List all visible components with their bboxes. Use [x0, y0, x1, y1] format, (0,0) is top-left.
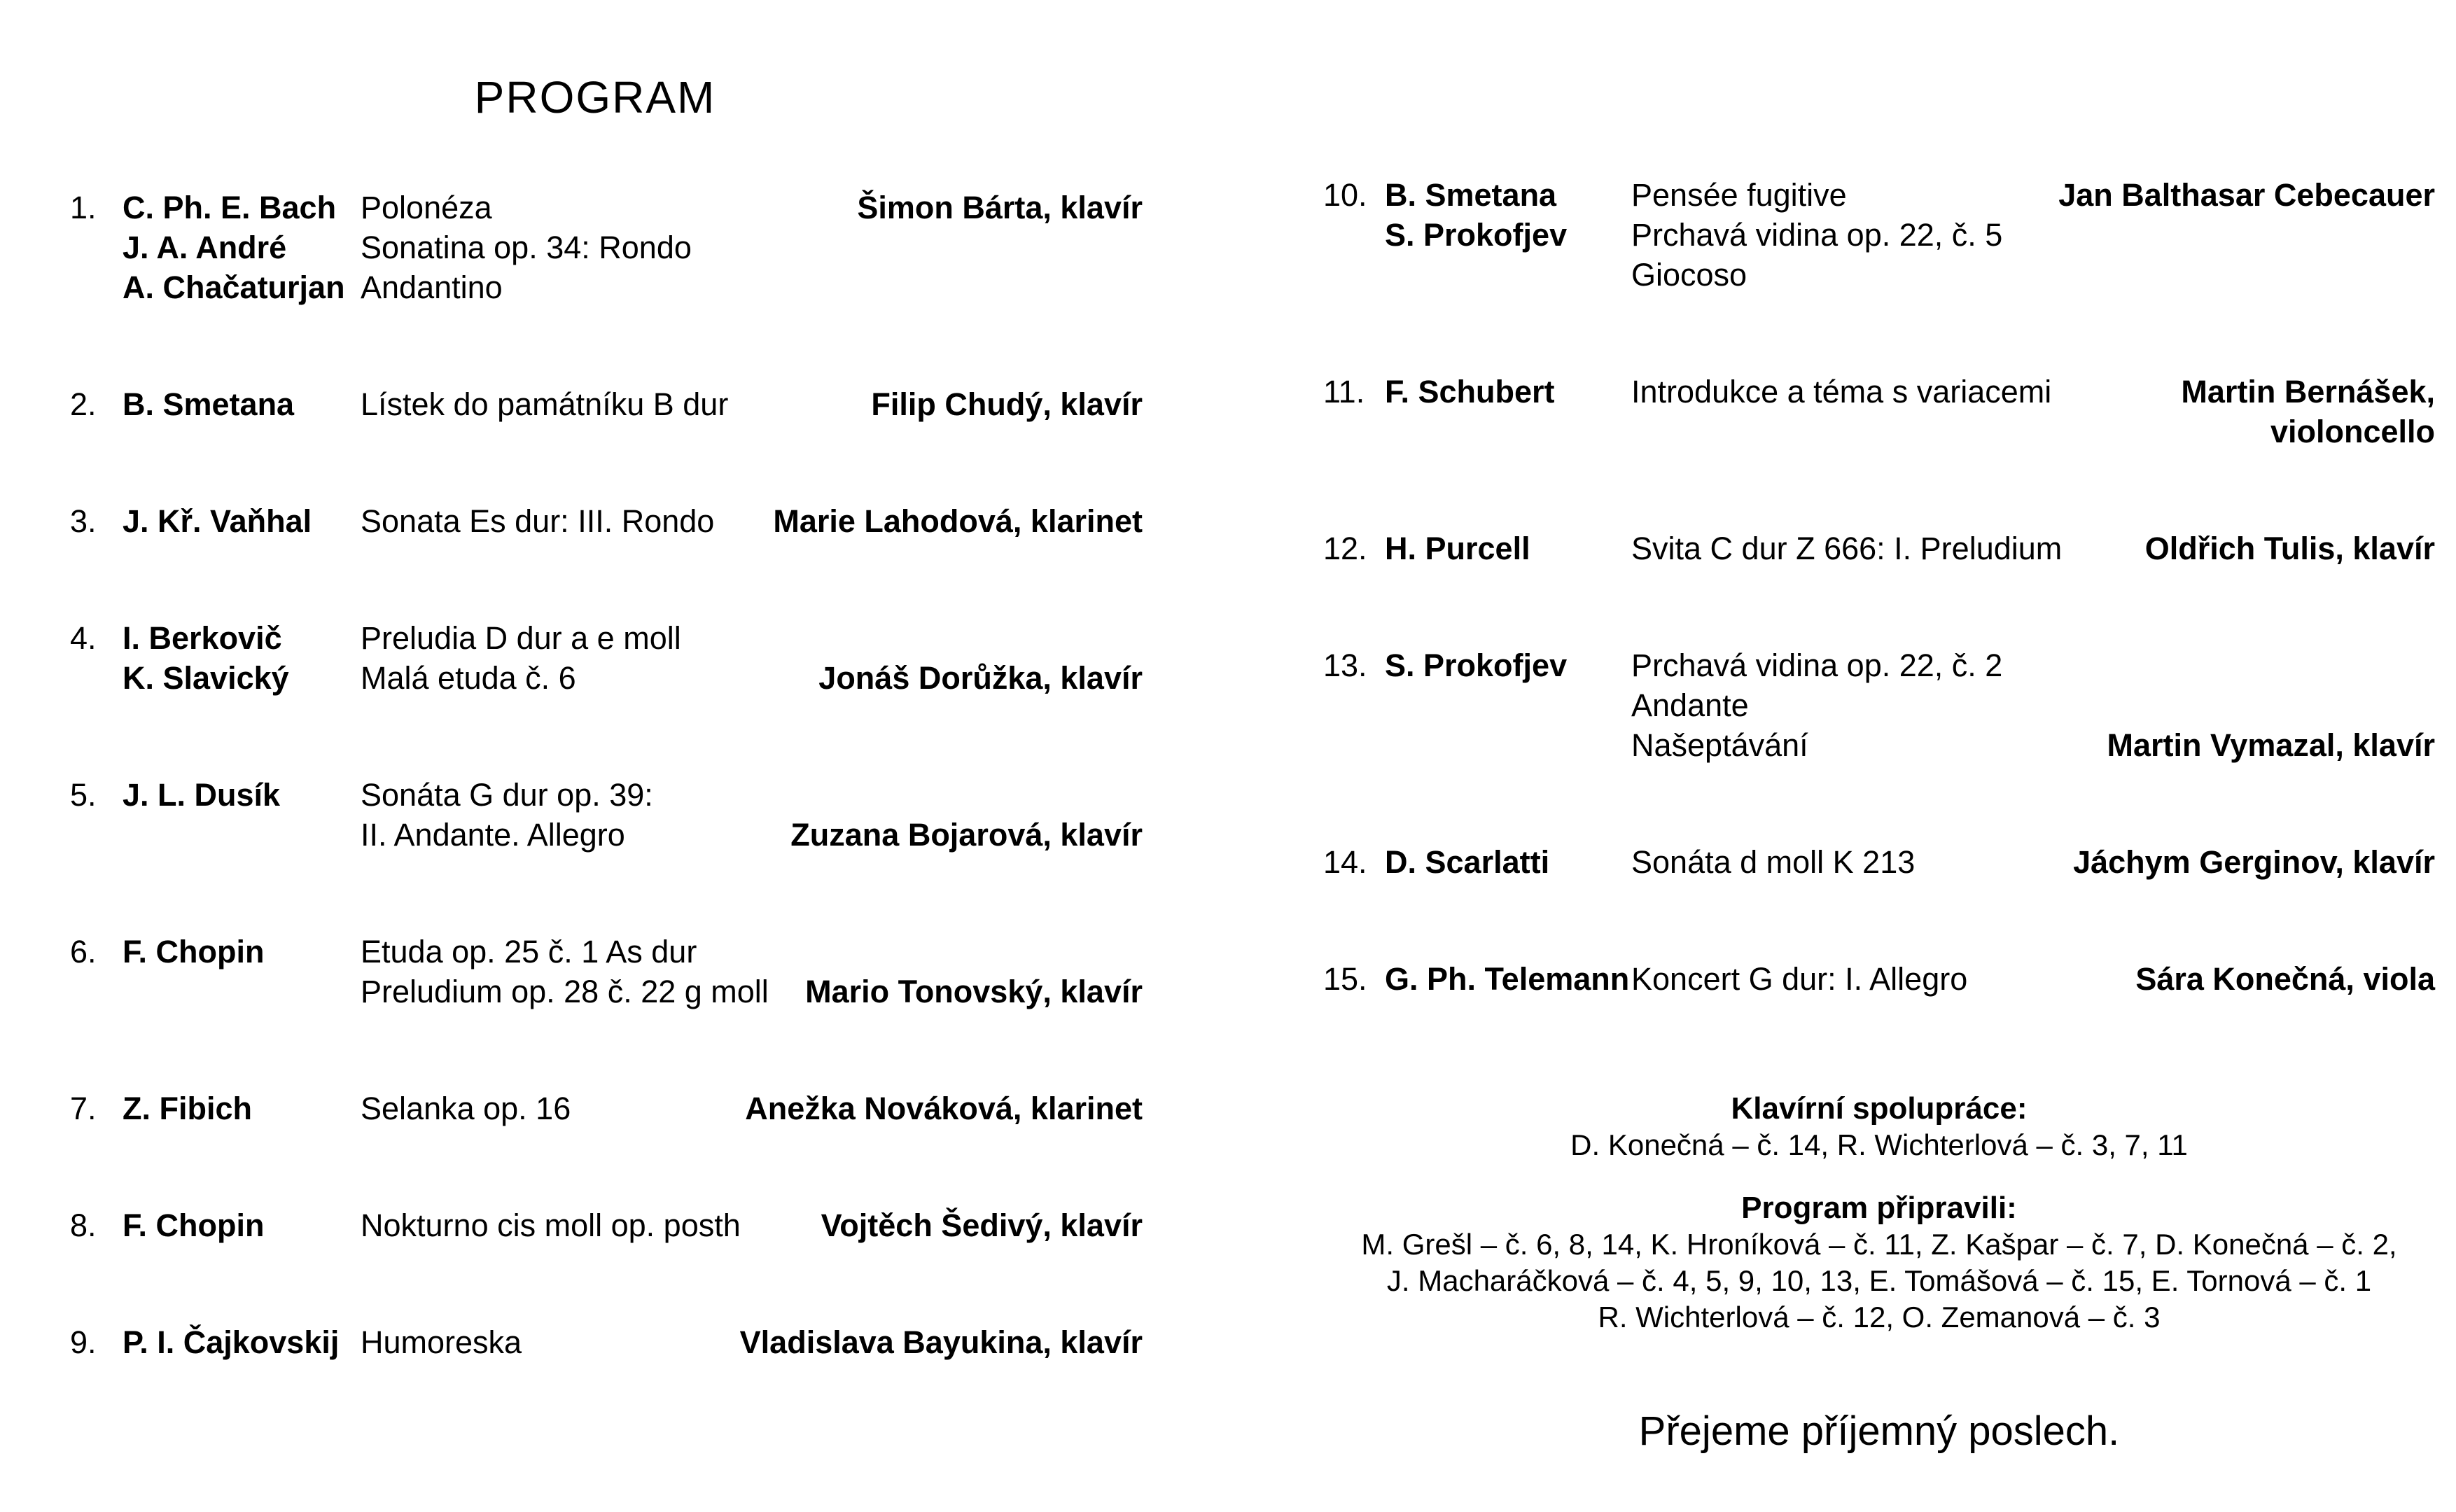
- program-line: [1323, 528, 2435, 568]
- performer-name: [531, 267, 1143, 307]
- performer-name: Filip Chudý, klavír: [871, 386, 1143, 422]
- work-performer-row: [1631, 528, 2435, 568]
- work-title: II. Andante. Allegro: [361, 817, 625, 853]
- entry-number: 4.: [70, 620, 97, 656]
- work-title: Prchavá vidina op. 22, č. 2: [1631, 648, 2003, 683]
- performer-name: [725, 932, 1143, 972]
- performer-name: violoncello: [2270, 414, 2435, 449]
- work-title: Pensée fugitive: [1631, 177, 1847, 213]
- work-title: Preludia D dur a e moll: [361, 620, 681, 656]
- program-line: [70, 1205, 1143, 1245]
- program-line: [70, 658, 1143, 698]
- entry-number: 3.: [70, 503, 97, 539]
- composer-name: Z. Fibich: [123, 1091, 252, 1126]
- composer-name: F. Chopin: [123, 1208, 265, 1243]
- program-prepared-line: R. Wichterlová – č. 12, O. Zemanová – č. 3: [1598, 1301, 2161, 1334]
- closing-message: Přejeme příjemný poslech.: [1638, 1408, 2120, 1454]
- work-performer-row: [361, 775, 1143, 815]
- composer-name: S. Prokofjev: [1385, 217, 1568, 253]
- work-title: Malá etuda č. 6: [361, 660, 576, 696]
- composer-name: B. Smetana: [123, 386, 295, 422]
- program-line: [70, 501, 1143, 541]
- work-performer-row: [1631, 725, 2435, 765]
- program-line: [70, 815, 1143, 855]
- work-title: Selanka op. 16: [361, 1091, 571, 1126]
- work-performer-row: [361, 932, 1143, 972]
- composer-name: J. A. André: [123, 230, 287, 265]
- program-entry: [70, 775, 1143, 855]
- performer-name: Sára Konečná, viola: [2135, 961, 2435, 997]
- performer-name: Jonáš Dorůžka, klavír: [818, 660, 1143, 696]
- performer-name: Oldřich Tulis, klavír: [2144, 531, 2435, 566]
- entry-number: 5.: [70, 777, 97, 813]
- entry-number: 2.: [70, 386, 97, 422]
- work-performer-row: [361, 227, 1143, 267]
- work-title: Sonáta G dur op. 39:: [361, 777, 653, 813]
- piano-collaboration-names: D. Konečná – č. 14, R. Wichterlová – č. 3, 7, 11: [1570, 1128, 2188, 1161]
- entry-number: 10.: [1323, 177, 1367, 213]
- composer-name: A. Chačaturjan: [123, 270, 345, 305]
- work-title: Andante: [1631, 687, 1749, 723]
- program-entry: [70, 501, 1143, 541]
- composer-name: F. Chopin: [123, 934, 265, 969]
- composer-name: P. I. Čajkovskij: [123, 1324, 340, 1360]
- entry-number: 1.: [70, 190, 97, 225]
- composer-name: J. Kř. Vaňhal: [123, 503, 312, 539]
- program-entry: [70, 1322, 1143, 1362]
- work-performer-row: [1631, 842, 2435, 882]
- program-line: [1323, 175, 2435, 215]
- work-performer-row: [361, 267, 1143, 307]
- program-line: [1323, 645, 2435, 685]
- program-line: [1323, 725, 2435, 765]
- performer-name: [1777, 685, 2435, 725]
- program-line: [70, 1088, 1143, 1128]
- composer-name: J. L. Dusík: [123, 777, 281, 813]
- program-entry: [1323, 645, 2435, 765]
- performer-name: [1775, 255, 2435, 295]
- program-entry: [70, 618, 1143, 698]
- performer-name: Jan Balthasar Cebecauer: [2058, 177, 2435, 213]
- program-entry: [70, 1088, 1143, 1128]
- program-line: [70, 384, 1143, 424]
- work-title: Andantino: [361, 270, 503, 305]
- work-title: Introdukce a téma s variacemi: [1631, 374, 2052, 410]
- work-title: Našeptávání: [1631, 727, 1808, 763]
- work-performer-row: [361, 815, 1143, 855]
- program-line: [1323, 959, 2435, 999]
- performer-name: [720, 227, 1143, 267]
- work-performer-row: [361, 972, 1143, 1011]
- program-entry: [70, 1205, 1143, 1245]
- work-title: Sonáta d moll K 213: [1631, 844, 1916, 880]
- footer-credits: [1323, 1091, 2435, 1336]
- program-line: [70, 267, 1143, 307]
- entry-number: 15.: [1323, 961, 1367, 997]
- work-performer-row: [361, 618, 1143, 658]
- program-line: [1323, 215, 2435, 255]
- program-entry: [1323, 959, 2435, 999]
- program-line: [70, 227, 1143, 267]
- program-entry: [1323, 175, 2435, 295]
- page-title: PROGRAM: [474, 72, 716, 122]
- entry-number: 6.: [70, 934, 97, 969]
- program-left-column: [70, 188, 1143, 1362]
- performer-name: Mario Tonovský, klavír: [805, 974, 1143, 1009]
- work-performer-row: [361, 1322, 1143, 1362]
- work-performer-row: [1631, 959, 2435, 999]
- program-line: [70, 1322, 1143, 1362]
- work-performer-row: [361, 501, 1143, 541]
- program-prepared-line: J. Macharáčková – č. 4, 5, 9, 10, 13, E. Tomášová – č. 15, E. Tornová – č. 1: [1386, 1264, 2372, 1297]
- performer-name: [709, 618, 1143, 658]
- work-performer-row: [1631, 645, 2435, 685]
- composer-name: H. Purcell: [1385, 531, 1530, 566]
- work-performer-row: [361, 188, 1143, 227]
- performer-name: Jáchym Gerginov, klavír: [2073, 844, 2435, 880]
- performer-name: Vladislava Bayukina, klavír: [739, 1324, 1143, 1360]
- entry-number: 11.: [1323, 374, 1365, 410]
- work-title: Nokturno cis moll op. posth: [361, 1208, 741, 1243]
- program-entry: [1323, 372, 2435, 451]
- performer-name: Anežka Nováková, klarinet: [745, 1091, 1143, 1126]
- work-performer-row: [1631, 412, 2435, 451]
- program-entry: [70, 384, 1143, 424]
- work-performer-row: [1631, 255, 2435, 295]
- program-line: [70, 618, 1143, 658]
- piano-collaboration-heading: Klavírní spolupráce:: [1731, 1091, 2028, 1126]
- entry-number: 13.: [1323, 648, 1367, 683]
- work-title: Etuda op. 25 č. 1 As dur: [361, 934, 697, 969]
- program-prepared-line: M. Grešl – č. 6, 8, 14, K. Hroníková – č. 11, Z. Kašpar – č. 7, D. Konečná – č. 2,: [1361, 1228, 2397, 1261]
- performer-name: Zuzana Bojarová, klavír: [790, 817, 1143, 853]
- work-title: Preludium op. 28 č. 22 g moll: [361, 974, 769, 1009]
- performer-name: Vojtěch Šedivý, klavír: [821, 1208, 1143, 1243]
- program-entry: [70, 188, 1143, 307]
- work-title: Svita C dur Z 666: I. Preludium: [1631, 531, 2063, 566]
- program-line: [1323, 842, 2435, 882]
- performer-name: [2030, 215, 2435, 255]
- work-performer-row: [1631, 215, 2435, 255]
- program-entry: [1323, 842, 2435, 882]
- work-title: Giocoso: [1631, 257, 1747, 293]
- composer-name: D. Scarlatti: [1385, 844, 1550, 880]
- program-line: [70, 932, 1143, 972]
- composer-name: K. Slavický: [123, 660, 289, 696]
- work-title: Prchavá vidina op. 22, č. 5: [1631, 217, 2003, 253]
- program-line: [70, 972, 1143, 1011]
- composer-name: G. Ph. Telemann: [1385, 961, 1630, 997]
- program-right-column: [1323, 175, 2435, 999]
- composer-name: I. Berkovič: [123, 620, 282, 656]
- program-line: [70, 188, 1143, 227]
- performer-name: [681, 775, 1143, 815]
- work-title: Koncert G dur: I. Allegro: [1631, 961, 1968, 997]
- work-title: Polonéza: [361, 190, 492, 225]
- entry-number: 14.: [1323, 844, 1367, 880]
- composer-name: B. Smetana: [1385, 177, 1557, 213]
- entry-number: 8.: [70, 1208, 97, 1243]
- program-line: [1323, 372, 2435, 412]
- work-performer-row: [1631, 175, 2435, 215]
- program-line: [1323, 685, 2435, 725]
- performer-name: Marie Lahodová, klarinet: [773, 503, 1143, 539]
- composer-name: F. Schubert: [1385, 374, 1555, 410]
- work-performer-row: [1631, 685, 2435, 725]
- work-performer-row: [361, 658, 1143, 698]
- program-prepared-heading: Program připravili:: [1741, 1191, 2017, 1225]
- work-performer-row: [361, 1205, 1143, 1245]
- work-title: Sonata Es dur: III. Rondo: [361, 503, 715, 539]
- work-performer-row: [361, 384, 1143, 424]
- entry-number: 9.: [70, 1324, 97, 1360]
- program-line: [1323, 255, 2435, 295]
- performer-name: [2030, 645, 2435, 685]
- entry-number: 12.: [1323, 531, 1367, 566]
- work-title: Lístek do památníku B dur: [361, 386, 729, 422]
- entry-number: 7.: [70, 1091, 97, 1126]
- program-line: [1323, 412, 2435, 451]
- program-line: [70, 775, 1143, 815]
- performer-name: Martin Bernášek,: [2181, 374, 2435, 410]
- work-performer-row: [361, 1088, 1143, 1128]
- work-performer-row: [1631, 372, 2435, 412]
- performer-name: Šimon Bárta, klavír: [857, 190, 1143, 225]
- work-title: Sonatina op. 34: Rondo: [361, 230, 692, 265]
- performer-name: Martin Vymazal, klavír: [2107, 727, 2435, 763]
- program-entry: [1323, 528, 2435, 568]
- program-entry: [70, 932, 1143, 1011]
- composer-name: S. Prokofjev: [1385, 648, 1568, 683]
- work-title: Humoreska: [361, 1324, 522, 1360]
- composer-name: C. Ph. E. Bach: [123, 190, 337, 225]
